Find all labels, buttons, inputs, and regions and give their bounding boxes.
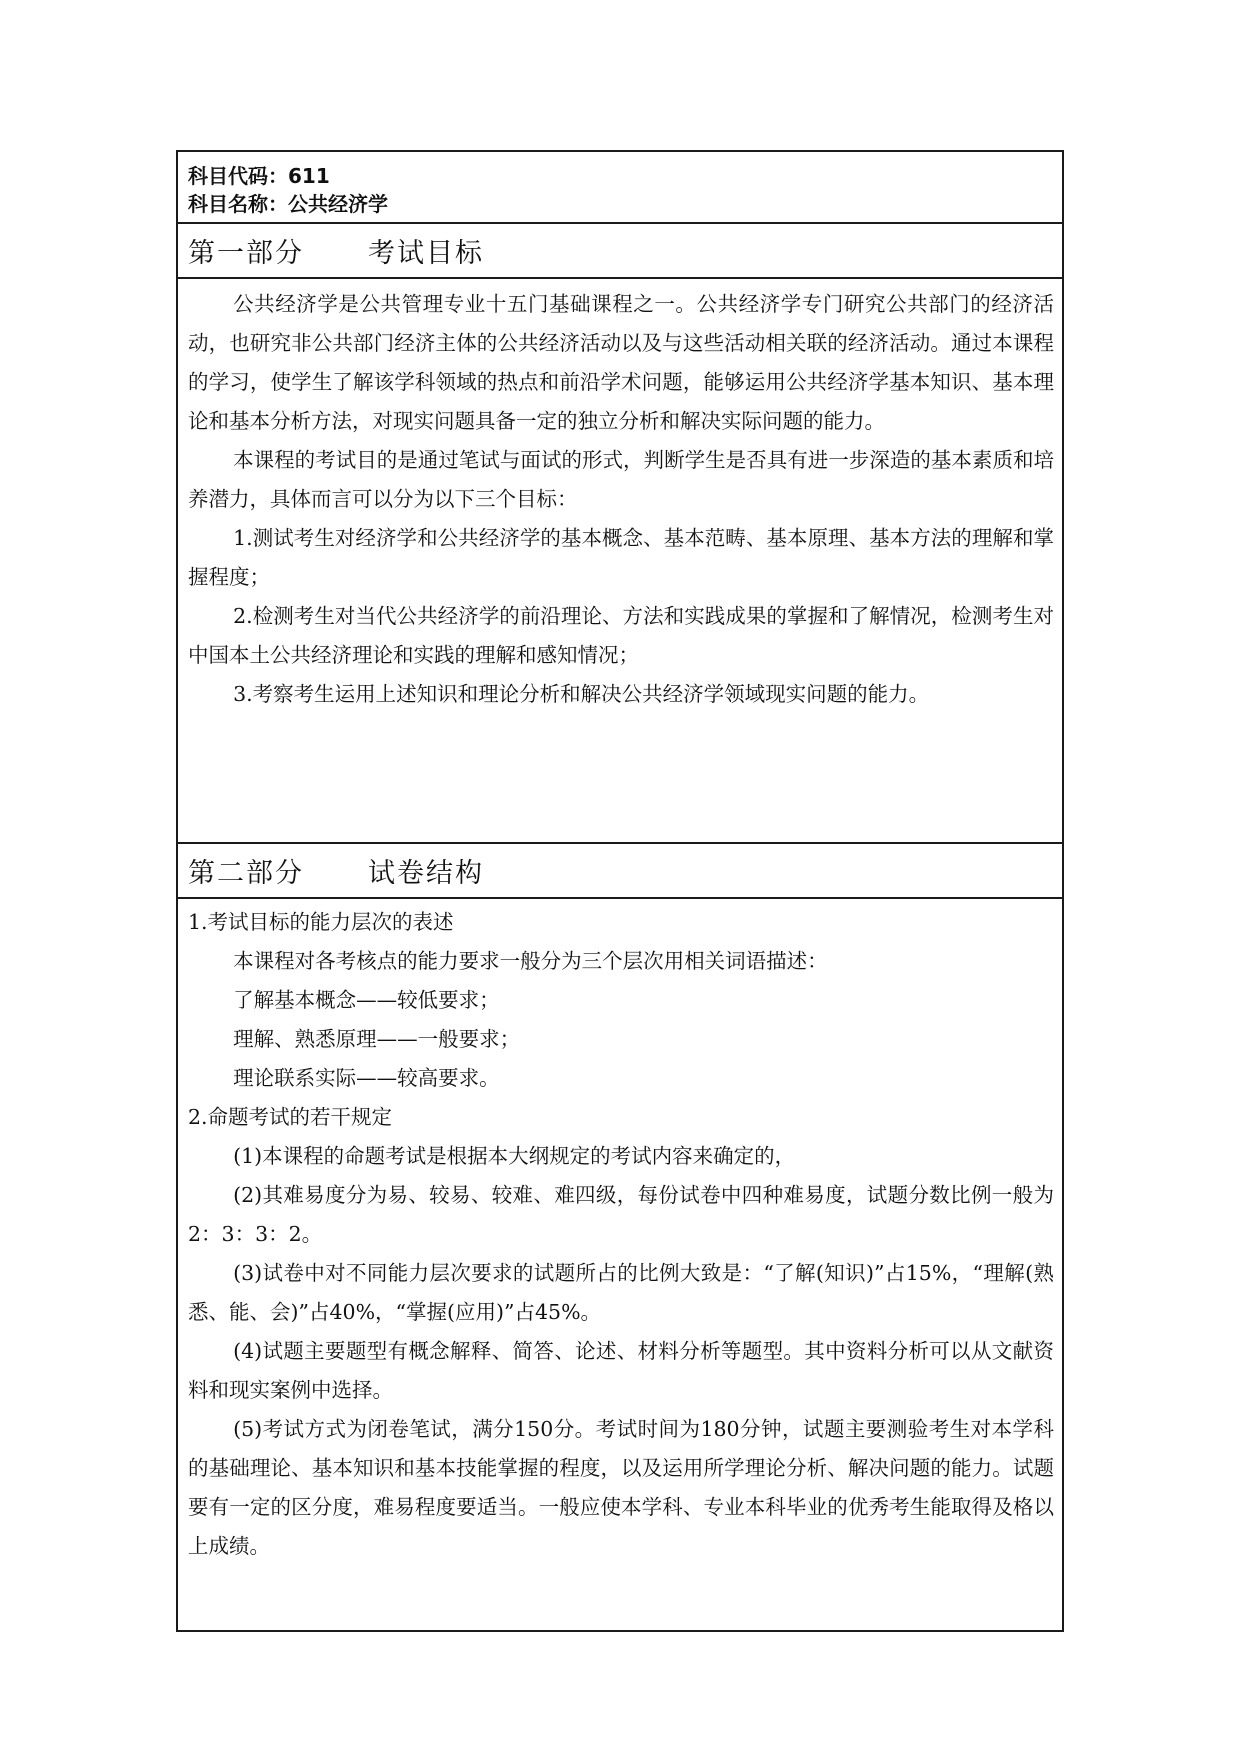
item1-intro: 本课程对各考核点的能力要求一般分为三个层次用相关词语描述： bbox=[233, 949, 828, 973]
rule-item: (5)考试方式为闭卷笔试，满分150分。考试时间为180分钟，试题主要测验考生对本学科的基础理论、基本知识和基本技能掌握的程度，以及运用所学理论分析、解决问题的能力。试题要有一定的区分度，难易程度要适当。一般应使本学科、专业本科毕业的优秀考生能取得及格以上成绩。 bbox=[188, 1417, 1054, 1558]
part2-label: 第二部分 bbox=[188, 858, 304, 889]
part2-heading bbox=[178, 844, 1062, 899]
rule-item: (3)试卷中对不同能力层次要求的试题所占的比例大致是：“了解(知识)”占15%，“理解(熟悉、能、会)”占40%，“掌握(应用)”占45%。 bbox=[188, 1261, 1054, 1324]
item1-heading: 1.考试目标的能力层次的表述 bbox=[188, 910, 454, 934]
subject-info-cell bbox=[178, 152, 1062, 224]
part1-label: 第一部分 bbox=[188, 238, 304, 269]
part1-goal-item: 1.测试考生对经济学和公共经济学的基本概念、基本范畴、基本原理、基本方法的理解和掌握程度； bbox=[188, 526, 1054, 589]
ability-level: 理解、熟悉原理——一般要求； bbox=[233, 1027, 521, 1051]
part2-content bbox=[178, 899, 1062, 1630]
subject-name: 科目名称：公共经济学 bbox=[188, 192, 388, 216]
part1-content bbox=[178, 279, 1062, 844]
part2-title: 试卷结构 bbox=[368, 858, 484, 889]
part1-title: 考试目标 bbox=[368, 238, 484, 269]
item2-heading: 2.命题考试的若干规定 bbox=[188, 1105, 393, 1129]
ability-level: 了解基本概念——较低要求； bbox=[233, 988, 500, 1012]
rule-item: (1)本课程的命题考试是根据本大纲规定的考试内容来确定的， bbox=[233, 1144, 796, 1168]
part1-heading bbox=[178, 224, 1062, 279]
syllabus-table bbox=[176, 150, 1064, 1632]
ability-level: 理论联系实际——较高要求。 bbox=[233, 1066, 500, 1090]
rule-item: (2)其难易度分为易、较易、较难、难四级，每份试卷中四种难易度，试题分数比例一般为2：3：3：2。 bbox=[188, 1183, 1054, 1246]
rule-item: (4)试题主要题型有概念解释、简答、论述、材料分析等题型。其中资料分析可以从文献资料和现实案例中选择。 bbox=[188, 1339, 1054, 1402]
subject-code: 科目代码：611 bbox=[188, 164, 330, 188]
part1-paragraph: 公共经济学是公共管理专业十五门基础课程之一。公共经济学专门研究公共部门的经济活动，也研究非公共部门经济主体的公共经济活动以及与这些活动相关联的经济活动。通过本课程的学习，使学生了解该学科领域的热点和前沿学术问题，能够运用公共经济学基本知识、基本理论和基本分析方法，对现实问题具备一定的独立分析和解决实际问题的能力。 bbox=[188, 292, 1054, 433]
part1-goal-item: 2.检测考生对当代公共经济学的前沿理论、方法和实践成果的掌握和了解情况，检测考生对中国本土公共经济理论和实践的理解和感知情况； bbox=[188, 604, 1054, 667]
part1-paragraph: 本课程的考试目的是通过笔试与面试的形式，判断学生是否具有进一步深造的基本素质和培养潜力，具体而言可以分为以下三个目标： bbox=[188, 448, 1054, 511]
part1-goal-item: 3.考察考生运用上述知识和理论分析和解决公共经济学领域现实问题的能力。 bbox=[233, 682, 930, 706]
